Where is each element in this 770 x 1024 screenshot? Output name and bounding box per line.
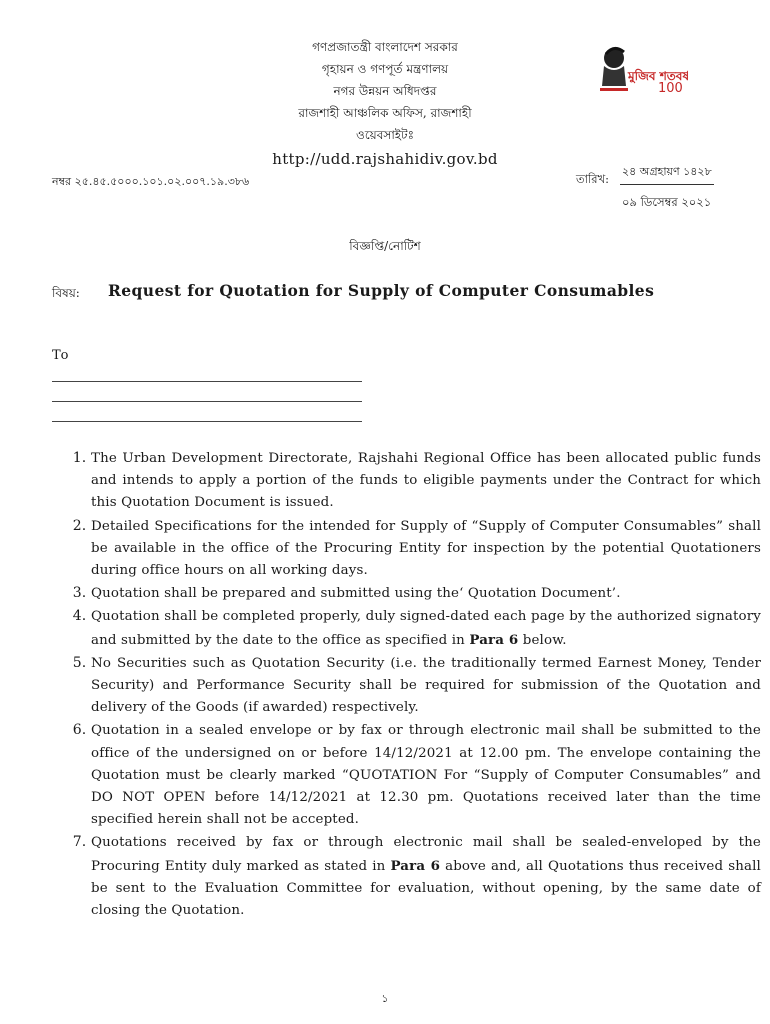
- website-url[interactable]: http://udd.rajshahidiv.gov.bd: [272, 150, 498, 168]
- list-item: 6. Quotation in a sealed envelope or by fax or through electronic mail shall be submitted to the office of the undersigned on or before 14/12/2021 at 12.00 pm. The envelope containing the Quotation must be clearly marked “QUOTATION For “Supply of Computer Consumables” and DO NOT OPEN before 14/12/2021 at 12.30 pm. Quotations received later than the time specified herein shall not be accepted.: [91, 719, 761, 831]
- subject-text: Request for Quotation for Supply of Computer Consumables: [108, 281, 655, 300]
- page-number: ১: [381, 992, 389, 1005]
- subject-label: বিষয়:: [52, 286, 80, 300]
- date-label: তারিখ:: [576, 172, 610, 186]
- to-label: To: [52, 348, 70, 363]
- address-blank-line: [52, 381, 362, 382]
- ministry-name: গৃহায়ন ও গণপূর্ত মন্ত্রণালয়: [321, 62, 449, 76]
- office-name: রাজশাহী আঞ্চলিক অফিস, রাজশাহী: [298, 106, 472, 120]
- logo-text: মুজিব শতবর্ষ: [628, 69, 688, 83]
- address-blank-line: [52, 421, 362, 422]
- mujib-borsho-logo-icon: [596, 40, 688, 98]
- list-item: 7. Quotations received by fax or through electronic mail shall be sealed-enveloped by the Procuring Entity duly marked as stated in Para 6 above and, all Quotations thus received shall be sent to the Evaluation Committee for evaluation, without opening, by the same date of closing the Quotation.: [91, 831, 761, 922]
- date-bangla: ২৪ অগ্রহায়ণ ১৪২৮: [620, 163, 714, 185]
- list-item: 3. Quotation shall be prepared and submitted using the‘ Quotation Document’.: [91, 582, 761, 605]
- address-blank-line: [52, 401, 362, 402]
- govt-name: গণপ্রজাতন্ত্রী বাংলাদেশ সরকার: [312, 40, 458, 54]
- website-label: ওয়েবসাইটঃ: [356, 128, 414, 142]
- list-item: 5. No Securities such as Quotation Security (i.e. the traditionally termed Earnest Money, Tender Security) and Performance Security shall be required for submission of the Quotation and delivery of the Goods (if awarded) respectively.: [91, 652, 761, 720]
- list-item: 2. Detailed Specifications for the intended for Supply of “Supply of Computer Consumables” shall be available in the office of the Procuring Entity for inspection by the potential Quotationers during office hours on all working days.: [91, 515, 761, 583]
- memo-number: নম্বর ২৫.৪৫.৫০০০.১০১.০২.০০৭.১৯.৩৮৬: [52, 175, 250, 188]
- notice-title: বিজ্ঞপ্তি/নোটিশ: [349, 239, 421, 253]
- logo-number: 100: [658, 81, 683, 96]
- list-item: 1. The Urban Development Directorate, Rajshahi Regional Office has been allocated public funds and intends to apply a portion of the funds to eligible payments under the Contract for which this Quotation Document is issued.: [91, 447, 761, 515]
- directorate-name: নগর উন্নয়ন অধিদপ্তর: [333, 84, 437, 98]
- date-english: ০৯ ডিসেম্বর ২০২১: [622, 195, 712, 209]
- list-item: 4. Quotation shall be completed properly, duly signed-dated each page by the authorized signatory and submitted by the date to the office as specified in Para 6 below.: [91, 605, 761, 651]
- terms-list: [52, 447, 761, 922]
